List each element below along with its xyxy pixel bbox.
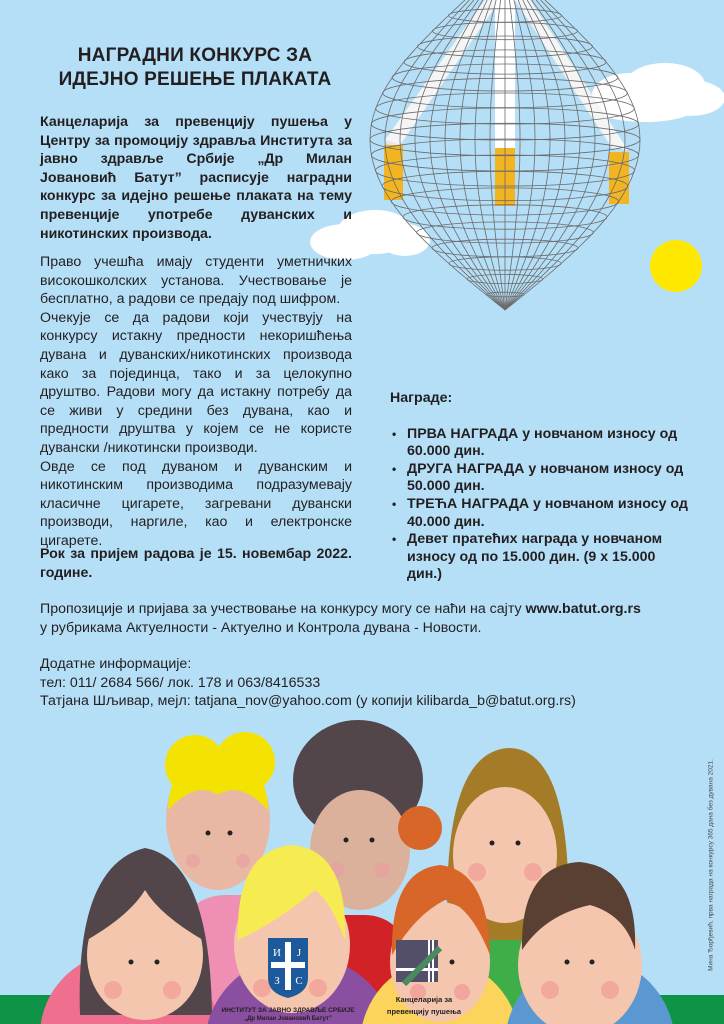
propositions-text: Пропозиције и пријава за учествовање на конкурсу могу се наћи на сајту	[40, 601, 526, 617]
sections-line: у рубрикама Актуелности - Актуелно и Контрола дувана - Новости.	[40, 619, 482, 636]
office-logo	[396, 940, 440, 984]
credit-text: Мина Ђорђевић, прва награда на конкурсу 365 дана без дувана 2021.	[707, 759, 715, 971]
prizes-list	[390, 426, 690, 584]
logo-letter: З	[274, 975, 280, 987]
cloud-right	[592, 63, 724, 122]
paragraph-definitions: Овде се под дуваном и дуванским и никотинским производима подразумевају класичне цигарете, загревани дувански производи, наргиле, као и електронске цигарете.	[40, 458, 352, 549]
prize-item: • Девет пратећих награда у новчаном износу од по 15.000 дин. (9 x 15.000 дин.)	[390, 531, 690, 584]
institute-name-line2: „Др Милан Јовановић Батут”	[244, 1016, 332, 1022]
prize-item: • ТРЕЋА НАГРАДА у новчаном износу од 40.000 дин.	[390, 496, 690, 531]
net	[370, 0, 640, 310]
people-illustration	[0, 700, 724, 1024]
propositions-line	[40, 600, 700, 619]
title-line-1: НАГРАДНИ КОНКУРС ЗА	[77, 45, 313, 66]
logo-letter: И	[273, 947, 281, 959]
artwork-credit	[704, 740, 718, 990]
title-line-2: ИДЕЈНО РЕШЕЊЕ ПЛАКАТА	[58, 69, 332, 90]
office-name-line1: Канцеларија за	[395, 995, 453, 1004]
website-link[interactable]: www.batut.org.rs	[525, 601, 641, 617]
institute-name-line1: ИНСТИТУТ ЗА ЈАВНО ЗДРАВЉЕ СРБИЈЕ	[221, 1007, 355, 1014]
prize-item: • ДРУГА НАГРАДА у новчаном износу од 50.000 дин.	[390, 461, 690, 496]
prizes-heading: Награде:	[390, 390, 453, 406]
poster-title	[40, 44, 350, 92]
logo-letter: Ј	[296, 947, 302, 959]
sun	[650, 240, 702, 292]
institute-logo	[268, 938, 308, 998]
contact-line: Татјана Шљивар, мејл: tatjana_nov@yahoo.com (у копији kilibarda_b@batut.org.rs)	[40, 693, 576, 710]
deadline-text: Рок за пријем радова је 15. новембар 2022. године.	[40, 546, 352, 581]
additional-info-label: Додатне информације:	[40, 656, 192, 673]
paragraph-eligibility: Право учешћа имају студенти уметничких високошколских установа. Учествовање је бесплатно, а радови се предају под шифром.	[40, 254, 352, 308]
logo-letter: С	[295, 975, 303, 987]
paragraph-expectations: Очекује се да радови који учествују на конкурсу истакну предности некоришћења дувана и дуванских/никотинских производа како за појединца, тако и за целокупно друштво. Радови могу да истакну потребу да се живи у средини без дувана, као и предности друштва у којем се не користе дувански /никотински производи.	[40, 309, 352, 456]
body-text	[40, 253, 352, 551]
office-name-line2: превенцију пушења	[386, 1007, 462, 1016]
info-section	[40, 600, 700, 711]
intro-paragraph: Канцеларија за превенцију пушења у Центру за промоцију здравља Института за јавно здравље Србије „Др Милан Јовановић Батут” расписује наградни конкурс за идејно решење плаката на тему превенције употребе дуванских и никотинских производа.	[40, 114, 352, 242]
prize-item: • ПРВА НАГРАДА у новчаном износу од 60.000 дин.	[390, 426, 690, 461]
prizes-section	[390, 390, 690, 584]
phone-line: тел: 011/ 2684 566/ лок. 178 и 063/8416533	[40, 674, 321, 691]
